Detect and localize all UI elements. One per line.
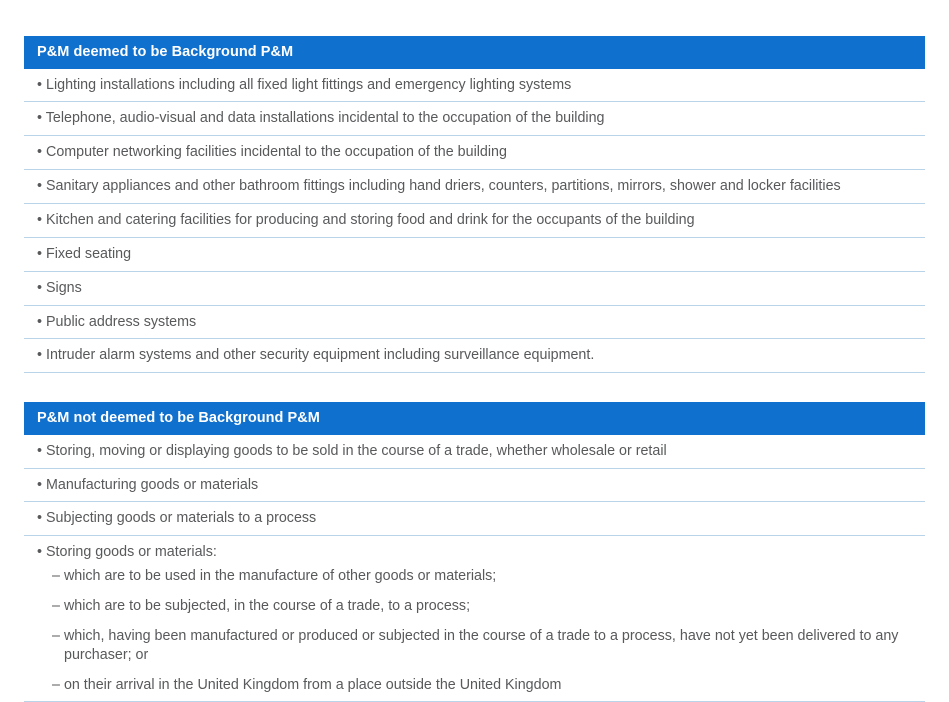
sub-list-item	[37, 597, 925, 616]
table-row	[24, 204, 925, 238]
bullet-icon: •	[37, 476, 43, 493]
list-item	[37, 143, 925, 162]
dash-icon: –	[52, 598, 60, 615]
list-item-label: Storing goods or materials:	[46, 544, 217, 561]
tables-container	[24, 36, 925, 702]
table-row	[24, 502, 925, 536]
bullet-icon: •	[37, 544, 43, 561]
list-item	[37, 279, 925, 298]
sub-list-item	[37, 627, 925, 665]
table-row	[24, 339, 925, 373]
sub-list-item-label: which, having been manufactured or produced or subjected in the course of a trade to a process, have not yet been delivered to any purchaser; or	[63, 627, 899, 663]
list-item-label: Lighting installations including all fixed light fittings and emergency lighting systems	[46, 76, 572, 93]
list-item	[37, 509, 925, 528]
bullet-icon: •	[37, 110, 43, 127]
list-item	[37, 543, 925, 562]
table-rows	[24, 435, 925, 702]
list-item-label: Kitchen and catering facilities for producing and storing food and drink for the occupants of the building	[46, 211, 695, 228]
bullet-icon: •	[37, 510, 43, 527]
list-item	[37, 211, 925, 230]
list-item	[37, 109, 925, 128]
sub-list-item	[37, 567, 925, 586]
list-item-label: Subjecting goods or materials to a process	[46, 510, 317, 527]
bullet-icon: •	[37, 76, 43, 93]
sub-list-item	[37, 676, 925, 695]
list-item-label: Telephone, audio-visual and data installations incidental to the occupation of the building	[45, 110, 605, 127]
list-item	[37, 346, 925, 365]
bullet-icon: •	[37, 313, 43, 330]
table-block	[24, 402, 925, 702]
sub-list-item-label: which are to be used in the manufacture of other goods or materials;	[63, 568, 497, 585]
list-item	[37, 313, 925, 332]
dash-icon: –	[52, 627, 60, 644]
table-row	[24, 469, 925, 503]
list-item	[37, 476, 925, 495]
list-item-label: Sanitary appliances and other bathroom fittings including hand driers, counters, partitions, mirrors, shower and locker facilities	[46, 178, 841, 195]
table-row	[24, 136, 925, 170]
table-row	[24, 536, 925, 702]
table-header: P&M not deemed to be Background P&M	[24, 402, 925, 435]
dash-icon: –	[52, 676, 60, 693]
list-item-label: Storing, moving or displaying goods to be sold in the course of a trade, whether wholesale or retail	[46, 442, 667, 459]
table-row	[24, 69, 925, 103]
bullet-icon: •	[37, 144, 43, 161]
table-header: P&M deemed to be Background P&M	[24, 36, 925, 69]
list-item-label: Signs	[46, 279, 82, 296]
dash-icon: –	[52, 568, 60, 585]
table-row	[24, 435, 925, 469]
list-item-label: Computer networking facilities incidental to the occupation of the building	[46, 144, 507, 161]
bullet-icon: •	[37, 178, 43, 195]
sub-list-item-label: which are to be subjected, in the course of a trade, to a process;	[63, 598, 471, 615]
table-row	[24, 238, 925, 272]
list-item	[37, 245, 925, 264]
bullet-icon: •	[37, 245, 43, 262]
table-row	[24, 170, 925, 204]
table-row	[24, 272, 925, 306]
bullet-icon: •	[37, 279, 43, 296]
table-rows	[24, 69, 925, 374]
list-item-label: Intruder alarm systems and other security equipment including surveillance equipment.	[46, 347, 595, 364]
table-block	[24, 36, 925, 373]
list-item	[37, 177, 925, 196]
list-item-label: Manufacturing goods or materials	[46, 476, 259, 493]
list-item	[37, 442, 925, 461]
table-row	[24, 102, 925, 136]
sub-list	[37, 567, 925, 694]
bullet-icon: •	[37, 347, 43, 364]
list-item	[37, 76, 925, 95]
sub-list-item-label: on their arrival in the United Kingdom from a place outside the United Kingdom	[63, 676, 562, 693]
list-item-label: Public address systems	[46, 313, 197, 330]
list-item-label: Fixed seating	[46, 245, 132, 262]
bullet-icon: •	[37, 442, 43, 459]
table-row	[24, 306, 925, 340]
bullet-icon: •	[37, 211, 43, 228]
